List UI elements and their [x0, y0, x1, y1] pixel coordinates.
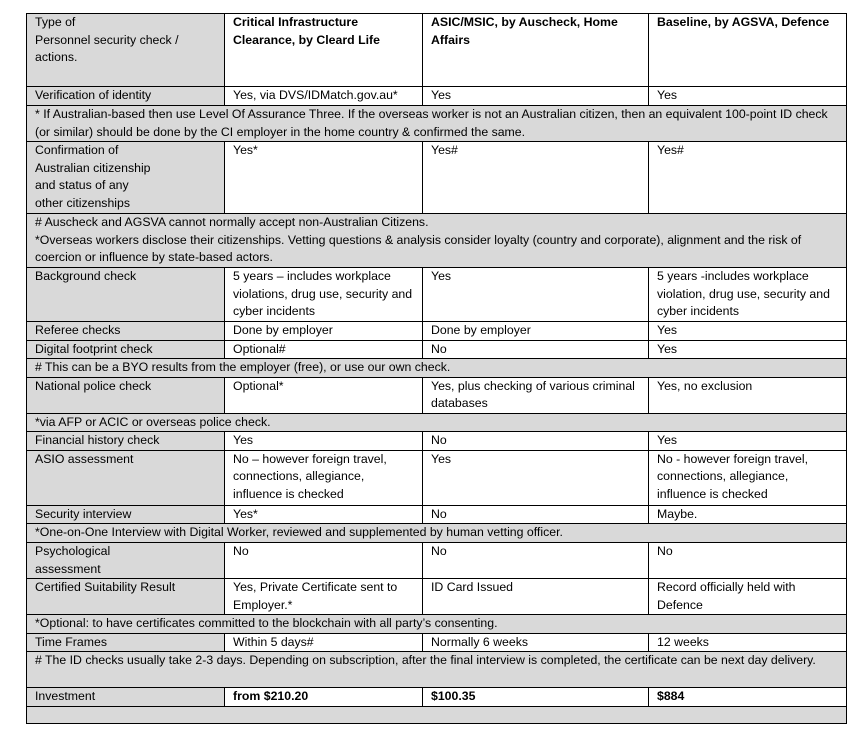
table-row-citizenship	[27, 142, 847, 214]
cell-agsva: Yes	[649, 340, 847, 359]
table-empty-row	[27, 707, 847, 724]
security-check-comparison-table	[26, 13, 847, 724]
table-row-certified-result	[27, 579, 847, 615]
cell-auscheck: Normally 6 weeks	[423, 633, 649, 652]
table-row-police	[27, 377, 847, 413]
cell-agsva: Yes, no exclusion	[649, 377, 847, 413]
row-label: ASIO assessment	[27, 450, 225, 505]
table-row-digital-footprint	[27, 340, 847, 359]
row-label: Security interview	[27, 505, 225, 524]
cell-auscheck: No	[423, 505, 649, 524]
row-label: Psychological assessment	[27, 543, 225, 579]
table-row-asio	[27, 450, 847, 505]
table-header-row	[27, 14, 847, 87]
cell-auscheck: Yes, plus checking of various criminal databases	[423, 377, 649, 413]
cell-auscheck: ID Card Issued	[423, 579, 649, 615]
table-note-row	[27, 615, 847, 634]
row-label: Referee checks	[27, 322, 225, 341]
cell-cleard-life: Optional*	[225, 377, 423, 413]
table-row-financial	[27, 432, 847, 451]
note-security-interview: *One-on-One Interview with Digital Worker, reviewed and supplemented by human vetting officer.	[27, 524, 847, 543]
cell-agsva-price: $884	[649, 688, 847, 707]
note-police: *via AFP or ACIC or overseas police check.	[27, 413, 847, 432]
cell-auscheck: No	[423, 543, 649, 579]
note-certified-result: *Optional: to have certificates committed to the blockchain with all party’s consenting.	[27, 615, 847, 634]
cell-auscheck: No	[423, 340, 649, 359]
cell-auscheck: No	[423, 432, 649, 451]
cell-auscheck: Yes#	[423, 142, 649, 214]
table-note-row	[27, 106, 847, 142]
table-row-background	[27, 268, 847, 322]
cell-agsva: 12 weeks	[649, 633, 847, 652]
row-label: Time Frames	[27, 633, 225, 652]
header-baseline: Baseline, by AGSVA, Defence	[649, 14, 847, 87]
cell-cleard-life: Yes	[225, 432, 423, 451]
cell-auscheck: Yes	[423, 87, 649, 106]
table-row-psychological	[27, 543, 847, 579]
cell-agsva: No	[649, 543, 847, 579]
header-asic-msic: ASIC/MSIC, by Auscheck, Home Affairs	[423, 14, 649, 87]
row-label: National police check	[27, 377, 225, 413]
row-label: Certified Suitability Result	[27, 579, 225, 615]
cell-agsva: Yes	[649, 432, 847, 451]
header-row-label: Type of Personnel security check / actions.	[27, 14, 225, 87]
cell-auscheck: Done by employer	[423, 322, 649, 341]
note-digital-footprint: # This can be a BYO results from the employer (free), or use our own check.	[27, 359, 847, 378]
row-label: Financial history check	[27, 432, 225, 451]
table-note-row	[27, 652, 847, 688]
row-label: Background check	[27, 268, 225, 322]
cell-cleard-life: No – however foreign travel, connections, allegiance, influence is checked	[225, 450, 423, 505]
cell-agsva: Record officially held with Defence	[649, 579, 847, 615]
row-label: Verification of identity	[27, 87, 225, 106]
note-time-frames: # The ID checks usually take 2-3 days. Depending on subscription, after the final interview is completed, the certificate can be next day delivery.	[27, 652, 847, 688]
cell-agsva: No - however foreign travel, connections, allegiance, influence is checked	[649, 450, 847, 505]
cell-auscheck: Yes	[423, 268, 649, 322]
cell-agsva: Yes	[649, 322, 847, 341]
table-note-row	[27, 214, 847, 268]
row-label: Digital footprint check	[27, 340, 225, 359]
table-row-security-interview	[27, 505, 847, 524]
cell-cleard-life: Yes, Private Certificate sent to Employer.*	[225, 579, 423, 615]
cell-agsva: 5 years -includes workplace violation, drug use, security and cyber incidents	[649, 268, 847, 322]
empty-cell	[27, 707, 847, 724]
cell-auscheck-price: $100.35	[423, 688, 649, 707]
cell-agsva: Maybe.	[649, 505, 847, 524]
table-row-investment	[27, 688, 847, 707]
table-note-row	[27, 359, 847, 378]
cell-cleard-life: No	[225, 543, 423, 579]
cell-cleard-life: Yes, via DVS/IDMatch.gov.au*	[225, 87, 423, 106]
cell-cleard-life-price: from $210.20	[225, 688, 423, 707]
cell-cleard-life: Done by employer	[225, 322, 423, 341]
cell-cleard-life: 5 years – includes workplace violations, drug use, security and cyber incidents	[225, 268, 423, 322]
cell-cleard-life: Yes*	[225, 142, 423, 214]
table-note-row	[27, 524, 847, 543]
header-critical-infrastructure: Critical Infrastructure Clearance, by Cleard Life	[225, 14, 423, 87]
cell-agsva: Yes#	[649, 142, 847, 214]
row-label: Confirmation of Australian citizenship and status of any other citizenships	[27, 142, 225, 214]
cell-cleard-life: Optional#	[225, 340, 423, 359]
table-note-row	[27, 413, 847, 432]
cell-cleard-life: Within 5 days#	[225, 633, 423, 652]
cell-agsva: Yes	[649, 87, 847, 106]
table-row-time-frames	[27, 633, 847, 652]
cell-auscheck: Yes	[423, 450, 649, 505]
note-citizenship: # Auscheck and AGSVA cannot normally accept non-Australian Citizens. *Overseas workers disclose their citizenships. Vetting questions & analysis consider loyalty (country and corporate), alignment and the risk of coercion or influence by state-based actors.	[27, 214, 847, 268]
cell-cleard-life: Yes*	[225, 505, 423, 524]
note-verification: * If Australian-based then use Level Of Assurance Three. If the overseas worker is not an Australian citizen, then an equivalent 100-point ID check (or similar) should be done by the CI employer in the home country & confirmed the same.	[27, 106, 847, 142]
table-row-referee	[27, 322, 847, 341]
row-label: Investment	[27, 688, 225, 707]
table-row-verification	[27, 87, 847, 106]
